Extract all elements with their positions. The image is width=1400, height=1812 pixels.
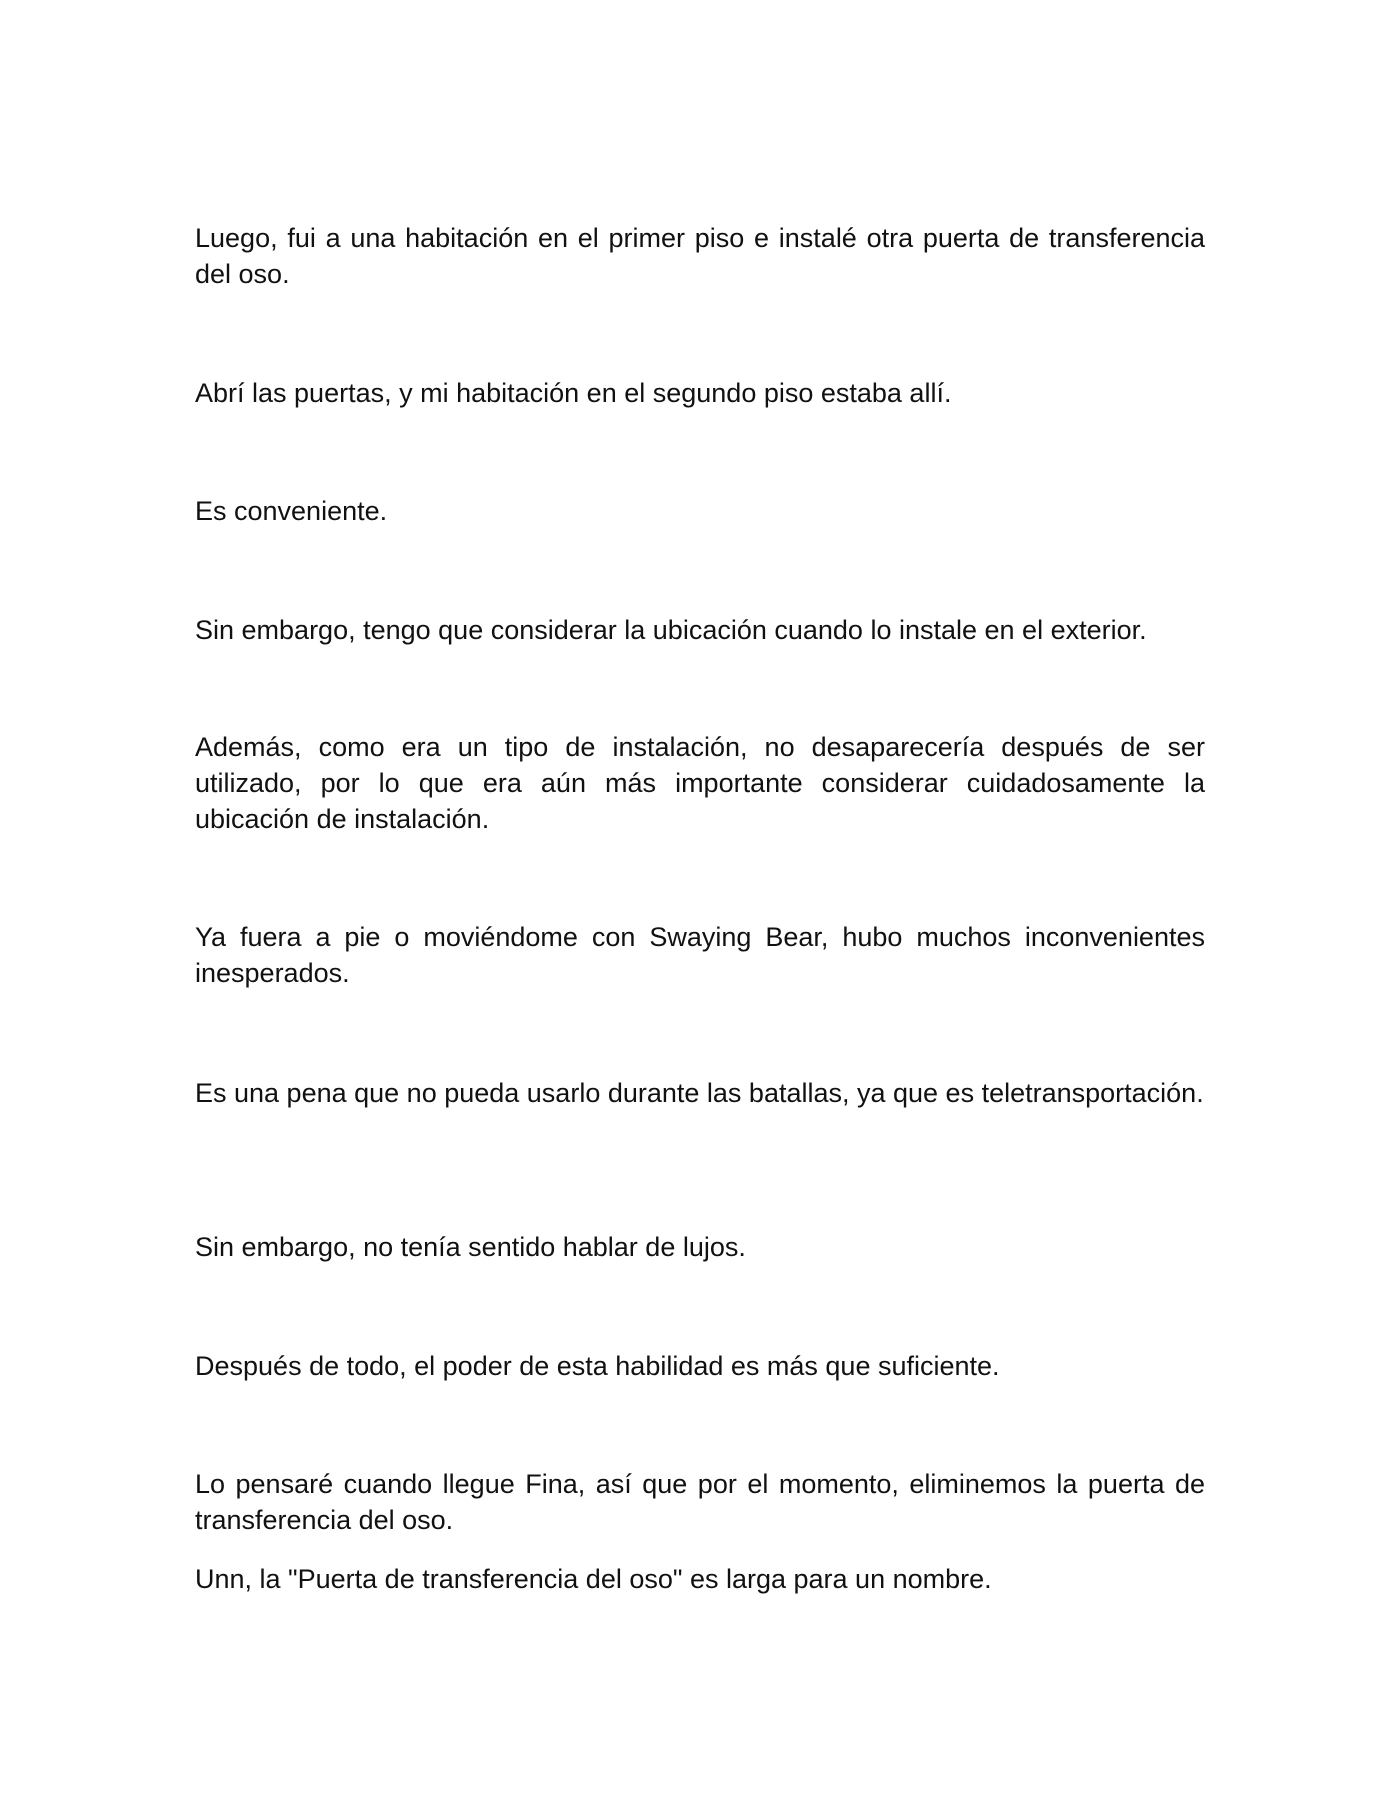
paragraph-3: Es conveniente. [195, 496, 388, 526]
paragraph-6: Ya fuera a pie o moviéndome con Swaying Bear, hubo muchos inconvenientes inesperados. [195, 922, 1205, 988]
paragraph-5: Además, como era un tipo de instalación, no desaparecería después de ser utilizado, por lo que era aún más importante considerar cuidadosamente la ubicación de instalación. [195, 732, 1205, 834]
paragraph-10: Lo pensaré cuando llegue Fina, así que por el momento, eliminemos la puerta de transferencia del oso. [195, 1469, 1205, 1535]
paragraph-1: Luego, fui a una habitación en el primer piso e instalé otra puerta de transferencia del oso. [195, 223, 1205, 289]
paragraph-2: Abrí las puertas, y mi habitación en el segundo piso estaba allí. [195, 378, 952, 408]
paragraph-8: Sin embargo, no tenía sentido hablar de lujos. [195, 1232, 746, 1262]
paragraph-11: Unn, la "Puerta de transferencia del oso" es larga para un nombre. [195, 1564, 992, 1594]
paragraph-4: Sin embargo, tengo que considerar la ubicación cuando lo instale en el exterior. [195, 615, 1147, 645]
paragraph-9: Después de todo, el poder de esta habilidad es más que suficiente. [195, 1351, 1000, 1381]
paragraph-7: Es una pena que no pueda usarlo durante las batallas, ya que es teletransportación. [195, 1078, 1204, 1108]
